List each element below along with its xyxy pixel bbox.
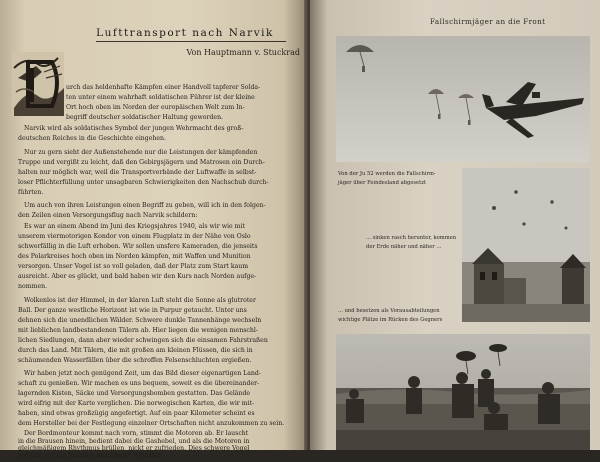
body-line: den Zeilen einen Versorgungsflug nach Narvik schildern: [18, 212, 198, 219]
body-line: gleichmäßigem Rhythmus brüllen, nickt er zufrieden. Dies schwere Vogel [18, 445, 250, 452]
body-line: nommen. [18, 283, 48, 290]
body-line: Um auch von ihren Leistungen einen Begriff zu geben, will ich in den folgen- [24, 202, 266, 209]
body-line: Wir haben jetzt noch genügend Zeit, um das Bild dieser eigenartigen Land- [24, 370, 261, 377]
caption-line: ... sinken rasch herunter, kommen [366, 235, 457, 241]
article-author: Von Hauptmann v. Stuckrad [186, 48, 300, 57]
decorative-initial-d-icon [8, 48, 68, 120]
body-line: Ball. Der ganze westliche Horizont ist wie in Purpur getaucht. Unter uns [18, 307, 247, 314]
body-line: loser Pflichterfüllung unter unsagbaren Schwierigkeiten den Nachschub durch- [18, 179, 269, 186]
body-line: Narvik wird als soldatisches Symbol der jungen Wehrmacht des groß- [24, 125, 244, 132]
body-line: wird eifrig mit der Karte verglichen. Die norwegischen Karten, die wir mit- [18, 400, 255, 407]
title-rule [96, 41, 286, 42]
article-title: Lufttransport nach Narvik [96, 27, 274, 39]
caption-2 [366, 234, 456, 252]
body-line: Truppe und vergißt zu leicht, daß den Gebirgsjägern und Matrosen ein Durch- [18, 159, 265, 166]
body-line: führten. [18, 189, 44, 196]
body-line: dem Hersteller bei der Festlegung einzelner Ortschaften nicht anzukommen zu sein. [18, 420, 285, 427]
caption-line: wichtige Plätze im Rücken des Gegners [338, 317, 443, 323]
body-line: deutschen Reiches in die Geschichte eingehen. [18, 135, 167, 142]
body-line: Der Bordmonteur kommt nach vorn, stimmt die Motoren ab. Er lauscht [24, 430, 249, 437]
photo-paratroopers-village [462, 168, 590, 322]
caption-3 [338, 307, 442, 325]
body-line: Es war an einem Abend im Juni des Kriegsjahres 1940, als wir wie mit [24, 223, 245, 230]
body-line: lichen Siedlungen, dann aber wieder schwingen sich die einsamen Fahrstraßen [18, 337, 268, 344]
body-line: Wolkenlos ist der Himmel, in der klaren Luft steht die Sonne als glutroter [24, 297, 256, 304]
body-line: versorgen. Unser Vogel ist so voll geladen, daß der Platz zum Start kaum [18, 263, 249, 270]
caption-1 [338, 170, 436, 188]
photo-paratroopers-field [336, 334, 590, 450]
body-line: lagernden Kisten, Säcke und Versorgungsbomben gestatten. Das Gelände [18, 390, 251, 397]
body-line: Nur zu gern sieht der Außenstehende nur die Leistungen der kämpfenden [24, 149, 258, 156]
body-line: soll uns nur für Stunden nicht mehr verlassen. [18, 452, 165, 459]
body-line: ten unter einem wahrhaft soldatischen Führer ist der kleine [66, 94, 255, 101]
caption-line: jäger über Feindesland abgesetzt [338, 180, 427, 186]
photo-aircraft-paratroopers [336, 36, 590, 162]
body-line: haben, sind etwas großzügig angefertigt. Auf ein paar Kilometer scheint es [18, 410, 255, 417]
body-line: mit lieblichen landbestandenen Tälern ab. Hier liegen die wenigen menschl- [18, 327, 258, 334]
body-line: schaft zu genießen. Wir machen es uns bequem, soweit es die übereinander- [18, 380, 260, 387]
body-line: urch das heldenhafte Kämpfen einer Handvoll tapferer Solda- [66, 84, 261, 91]
body-line: in die Brausen hinein, bedient dabei die Gashebel, und als die Motoren in [18, 438, 250, 445]
caption-line: ... und besetzen als Vorausabteilungen [338, 308, 440, 314]
body-line: des Polarkreises hoch oben im Norden kämpfen, mit Waffen und Munition [18, 253, 251, 260]
body-line: dehnen sich die unendlichen Wälder. Schwere dunkle Tannenhänge wechseln [18, 317, 262, 324]
running-head: Fallschirmjäger an die Front [430, 17, 546, 26]
body-line: durch das Land. Mit Tälern, die mit großen am kleinen Flüssen, die sich in [18, 347, 253, 354]
caption-line: der Erde näher und näher ... [366, 244, 442, 250]
body-line: ausreicht. Aber es glückt, und bald haben wir den Kurs nach Norden aufge- [18, 273, 257, 280]
body-line: schwerfällig in die Luft erhoben. Wir sollen unsfere Kameraden, die jenseits [18, 243, 258, 250]
body-line: halten nur möglich war, weil die Transportverbände der Luftwaffe in selbst- [18, 169, 257, 176]
caption-line: Von der Ju 52 werden die Fallschirm- [338, 171, 436, 177]
body-line: schäumenden Wasserfällen über die schroffen Felsenschluchten ergießen. [18, 357, 252, 364]
body-line: unserem viermotorigen Kondor von einem Flugplatz in der Nähe von Oslo [18, 233, 251, 240]
body-line: Ort hoch oben im Norden der europäischen Welt zum In- [66, 104, 245, 111]
body-line: begriff deutscher soldatischer Haltung geworden. [66, 114, 224, 121]
